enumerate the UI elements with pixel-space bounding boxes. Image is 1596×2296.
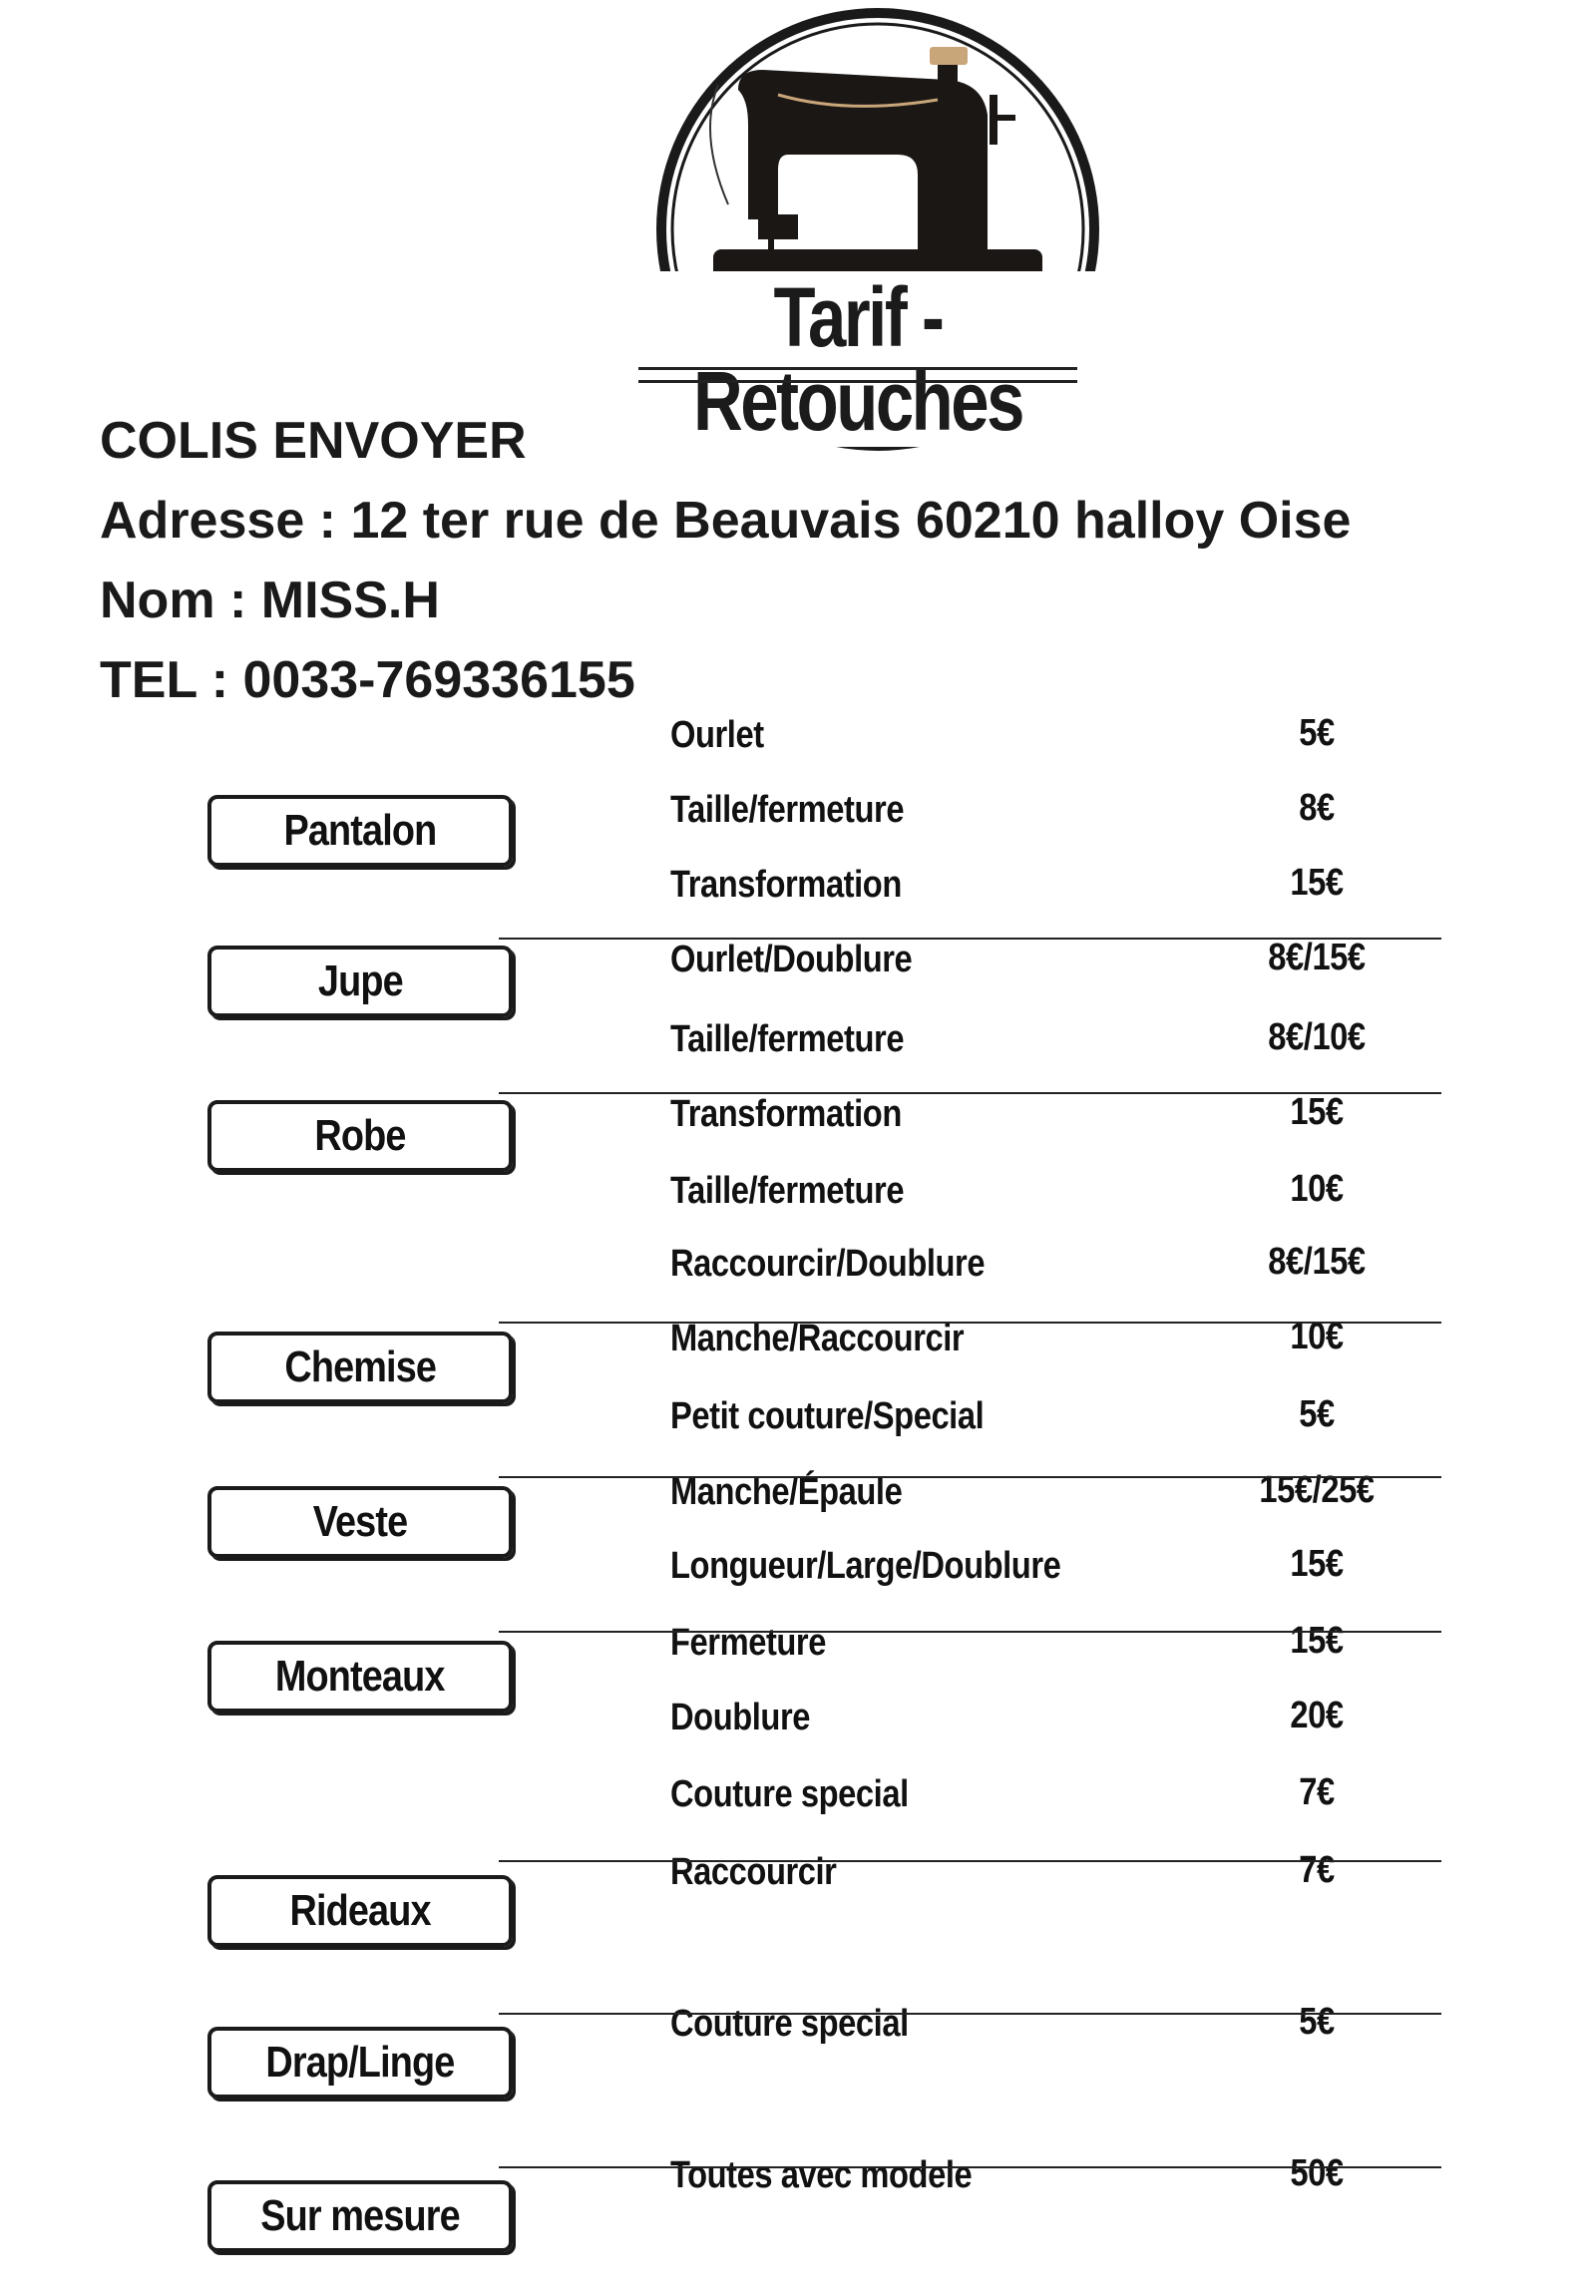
category-chemise (207, 1332, 513, 1403)
category-label: Drap/Linge (265, 2038, 455, 2087)
service-price: 8€ (1299, 787, 1335, 829)
category-label: Sur mesure (260, 2191, 460, 2240)
category-rideaux (207, 1875, 513, 1947)
service-price: 20€ (1290, 1695, 1344, 1736)
service-price: 5€ (1299, 712, 1335, 754)
contact-address: Adresse : 12 ter rue de Beauvais 60210 halloy Oise (100, 492, 1352, 550)
service-name: Couture special (670, 2003, 909, 2045)
service-price: 8€/10€ (1268, 1016, 1366, 1058)
category-monteaux (207, 1641, 513, 1713)
service-name: Raccourcir/Doublure (670, 1243, 986, 1285)
service-price: 15€ (1290, 1543, 1344, 1585)
row-divider (499, 1322, 1441, 1324)
service-name: Fermeture (670, 1622, 826, 1664)
service-price: 8€/15€ (1268, 1241, 1366, 1283)
row-divider (499, 1631, 1441, 1633)
category-label: Robe (314, 1111, 406, 1160)
row-divider (499, 938, 1441, 940)
service-price: 15€ (1290, 1620, 1344, 1662)
category-label: Veste (312, 1497, 408, 1546)
service-name: Couture special (670, 1773, 909, 1815)
category-pantalon (207, 795, 513, 867)
category-label: Monteaux (275, 1652, 445, 1701)
service-name: Manche/Raccourcir (670, 1318, 965, 1359)
logo-title: Tarif - Retouches (612, 271, 1103, 447)
service-price: 15€ (1290, 862, 1344, 904)
service-name: Toutes avec modele (670, 2154, 973, 2196)
service-name: Transformation (670, 1093, 902, 1135)
service-name: Ourlet (670, 714, 764, 756)
row-divider (499, 1092, 1441, 1094)
service-price: 10€ (1290, 1316, 1344, 1357)
service-price: 15€/25€ (1259, 1469, 1375, 1511)
service-name: Taille/fermeture (670, 1170, 905, 1212)
row-divider (499, 1476, 1441, 1478)
category-label: Chemise (284, 1342, 436, 1391)
service-name: Longueur/Large/Doublure (670, 1545, 1061, 1587)
category-drap-linge (207, 2027, 513, 2099)
service-price: 8€/15€ (1268, 937, 1366, 978)
service-price: 5€ (1299, 2001, 1335, 2043)
service-price: 15€ (1290, 1091, 1344, 1133)
category-jupe (207, 946, 513, 1017)
row-divider (499, 1860, 1441, 1862)
service-name: Doublure (670, 1697, 810, 1738)
contact-name: Nom : MISS.H (100, 572, 440, 629)
contact-phone: TEL : 0033-769336155 (100, 651, 635, 709)
category-label: Jupe (317, 957, 403, 1005)
category-robe (207, 1100, 513, 1172)
contact-heading: COLIS ENVOYER (100, 412, 527, 470)
service-price: 7€ (1299, 1849, 1335, 1891)
service-price: 7€ (1299, 1771, 1335, 1813)
service-price: 10€ (1290, 1168, 1344, 1210)
service-name: Manche/Épaule (670, 1471, 903, 1513)
row-divider (499, 2166, 1441, 2168)
service-name: Ourlet/Doublure (670, 939, 913, 980)
service-name: Petit couture/Special (670, 1395, 985, 1437)
category-label: Pantalon (283, 806, 437, 855)
category-sur-mesure (207, 2180, 513, 2252)
row-divider (499, 2013, 1441, 2015)
service-name: Transformation (670, 864, 902, 906)
service-name: Raccourcir (670, 1851, 837, 1893)
category-veste (207, 1486, 513, 1558)
category-label: Rideaux (289, 1886, 431, 1935)
service-price: 50€ (1290, 2152, 1344, 2194)
service-name: Taille/fermeture (670, 1018, 905, 1060)
service-price: 5€ (1299, 1393, 1335, 1435)
service-name: Taille/fermeture (670, 789, 905, 831)
logo-rule-lines (638, 367, 1077, 383)
